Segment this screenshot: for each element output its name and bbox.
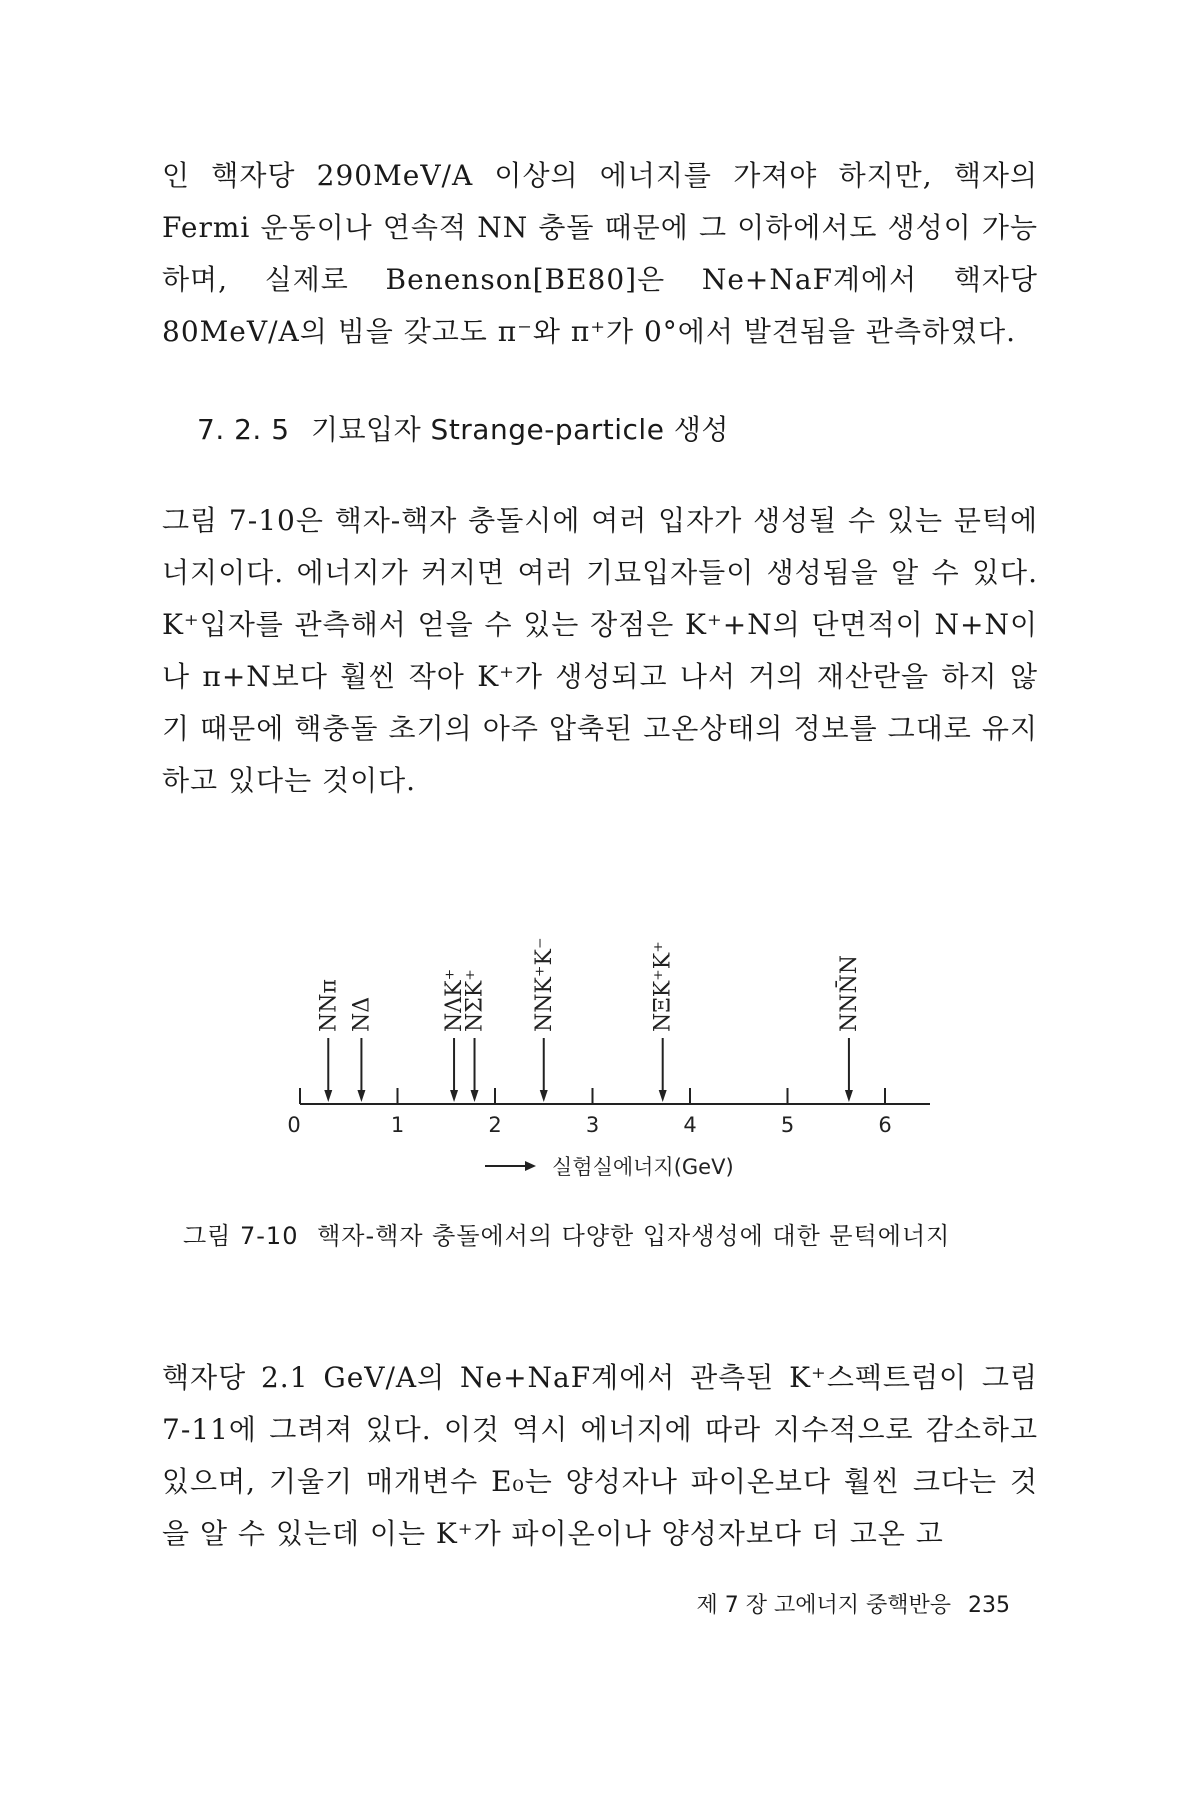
paragraph-2: 그림 7-10은 핵자-핵자 충돌시에 여러 입자가 생성될 수 있는 문턱에너지이다. 에너지가 커지면 여러 기묘입자들이 생성됨을 알 수 있다. K⁺입자를 관측해서 얻을 수 있는 장점은 K⁺+N의 단면적이 N+N이나 π+N보다 훨씬 작아 K⁺가 생성되고 나서 거의 재산란을 하지 않기 때문에 핵충돌 초기의 아주 압축된 고온상태의 정보를 그대로 유지하고 있다는 것이다. <box>162 504 1038 797</box>
caption-text: 핵자-핵자 충돌에서의 다양한 입자생성에 대한 문턱에너지 <box>317 1222 951 1250</box>
threshold-label: NΛK⁺ <box>442 968 468 1032</box>
threshold-marker <box>349 997 374 1102</box>
threshold-arrowhead <box>540 1090 548 1102</box>
page-number: 235 <box>968 1593 1010 1618</box>
tick-label: 2 <box>488 1113 502 1137</box>
section-number: 7. 2. 5 <box>197 413 290 446</box>
threshold-arrowhead <box>324 1090 332 1102</box>
threshold-marker <box>835 955 862 1102</box>
section-heading <box>197 408 741 448</box>
threshold-arrowhead <box>659 1090 667 1102</box>
paragraph-1: 인 핵자당 290MeV/A 이상의 에너지를 가져야 하지만, 핵자의 Fermi 운동이나 연속적 NN 충돌 때문에 그 이하에서도 생성이 가능하며, 실제로 Benenson[BE80]은 Ne+NaF계에서 핵자당 80MeV/A의 빔을 갖고도 π⁻와 π⁺가 0°에서 발견됨을 관측하였다. <box>162 159 1038 348</box>
threshold-arrowhead <box>471 1090 479 1102</box>
threshold-marker <box>651 941 676 1102</box>
threshold-energy-figure <box>280 900 960 1180</box>
running-footer <box>687 1588 1011 1619</box>
threshold-marker <box>463 969 488 1102</box>
threshold-label: NNπ <box>316 979 342 1032</box>
tick-label: 5 <box>780 1113 795 1137</box>
chapter-title: 제 7 장 고에너지 중핵반응 <box>696 1593 951 1618</box>
tick-label: 0 <box>287 1113 301 1137</box>
xlabel-arrowhead <box>525 1161 536 1171</box>
figure-caption <box>183 1216 960 1251</box>
tick-label: 1 <box>390 1113 405 1137</box>
threshold-label: NNN̄N <box>836 955 862 1032</box>
tick-label: 4 <box>683 1113 697 1137</box>
threshold-arrowhead <box>845 1090 853 1102</box>
threshold-marker <box>316 979 341 1102</box>
threshold-arrowhead <box>450 1090 458 1102</box>
tick-label: 6 <box>878 1113 892 1137</box>
xlabel: 실험실에너지(GeV) <box>552 1155 734 1179</box>
section-title: 기묘입자 Strange-particle 생성 <box>310 413 729 446</box>
paragraph-3: 핵자당 2.1 GeV/A의 Ne+NaF계에서 관측된 K⁺스펙트럼이 그림 7-11에 그려져 있다. 이것 역시 에너지에 따라 지수적으로 감소하고 있으며, 기울기 매개변수 E₀는 양성자나 파이온보다 훨씬 크다는 것을 알 수 있는데 이는 K⁺가 파이온이나 양성자보다 더 고온 고 <box>162 1361 1038 1550</box>
threshold-label: NNK⁺K⁻ <box>531 937 557 1032</box>
threshold-arrowhead <box>357 1090 365 1102</box>
tick-label: 3 <box>585 1113 600 1137</box>
threshold-label: NΣK⁺ <box>462 969 488 1032</box>
threshold-label: NΞK⁺K⁺ <box>650 941 676 1032</box>
caption-number: 그림 7-10 <box>183 1222 299 1250</box>
threshold-label: NΔ <box>349 996 375 1032</box>
threshold-marker <box>532 937 557 1102</box>
